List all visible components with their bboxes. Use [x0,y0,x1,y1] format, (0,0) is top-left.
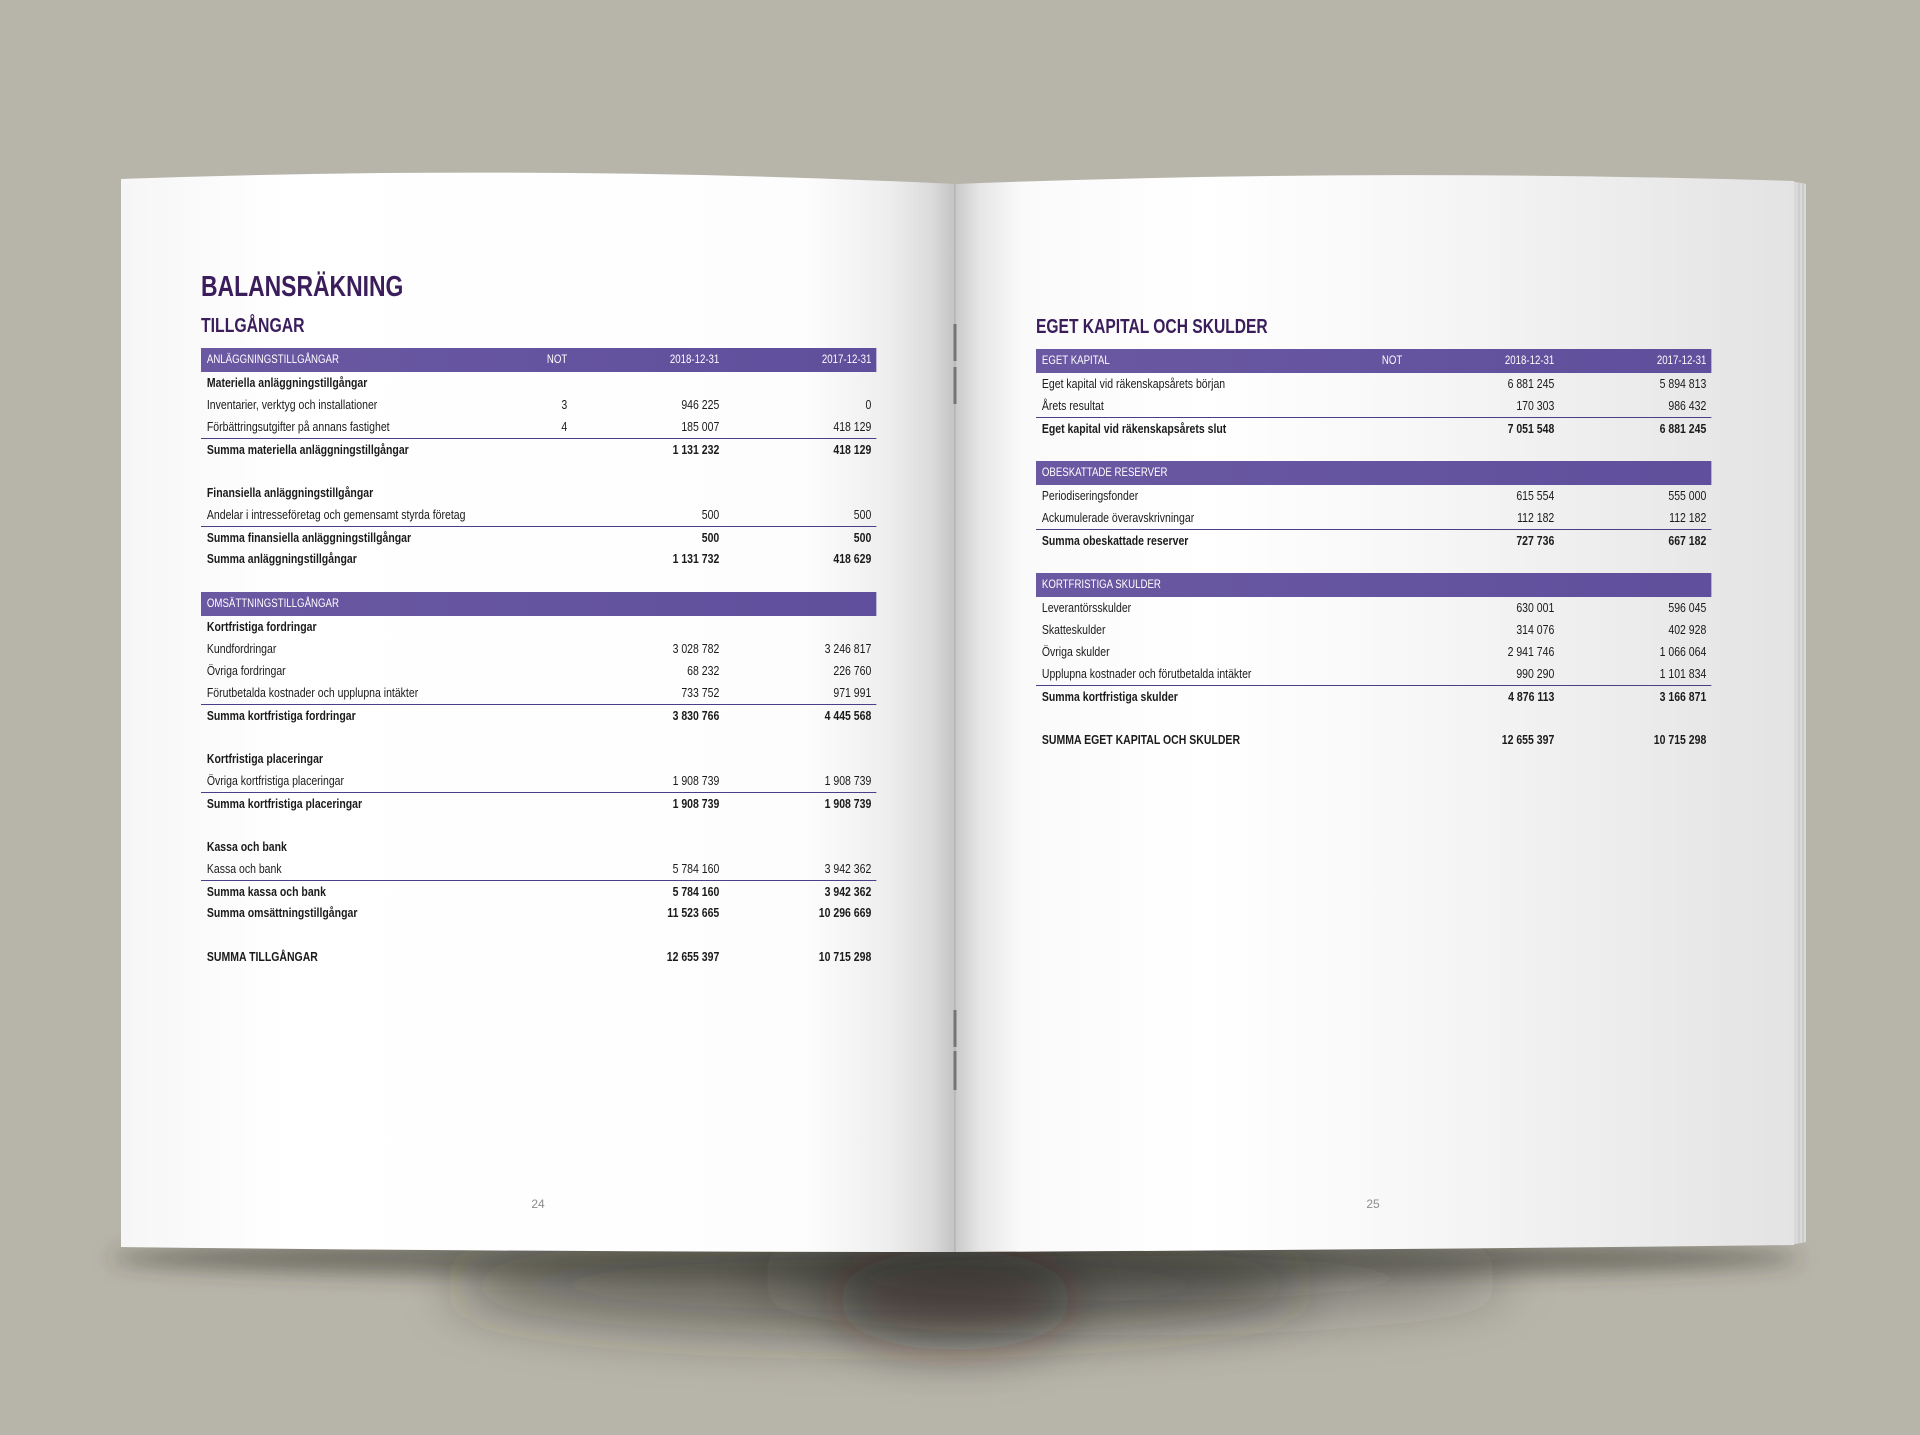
value-2018: 2 941 746 [1507,645,1555,659]
row-label: Övriga fordringar [206,664,286,678]
note-ref: 4 [561,420,568,434]
value-2017: 1 066 064 [1659,645,1707,659]
row-spacer [201,924,876,946]
value-2017: 3 942 362 [824,885,872,899]
value-2018: 170 303 [1516,399,1555,413]
row-label: SUMMA TILLGÅNGAR [206,950,318,964]
table-row [201,902,876,924]
value-2017: 418 629 [833,552,872,566]
row-label: Kassa och bank [206,862,282,876]
row-label: Summa kortfristiga skulder [1041,690,1178,704]
value-2017: 1 908 739 [824,774,872,788]
value-2018: 185 007 [681,420,720,434]
col-header-2017: 2017-12-31 [821,354,872,366]
section-header-bar [201,592,876,616]
row-label: Summa omsättningstillgångar [206,906,358,920]
value-2017: 555 000 [1668,489,1707,503]
value-2017: 667 182 [1668,534,1707,548]
value-2017: 402 928 [1668,623,1707,637]
section-title-assets: TILLGÅNGAR [201,315,305,337]
row-label: Kortfristiga placeringar [206,752,323,766]
table-row [1036,395,1711,417]
spine-shadow [835,1250,1075,1350]
table-row [1036,373,1711,395]
col-header-not: NOT [1381,355,1403,367]
section-title-equity-liabilities: EGET KAPITAL OCH SKULDER [1036,316,1268,338]
binding-staple [954,1051,957,1090]
value-2017: 1 101 834 [1659,667,1707,681]
table-row [1036,597,1711,619]
value-2017: 418 129 [833,420,872,434]
row-label: Summa finansiella anläggningstillgångar [206,531,412,545]
row-label: Kortfristiga fordringar [206,620,317,634]
row-label: Leverantörsskulder [1041,601,1132,615]
value-2018: 5 784 160 [672,862,720,876]
row-spacer [201,460,876,482]
section-header-bar [1036,573,1711,597]
row-label: Eget kapital vid räkenskapsårets slut [1041,422,1227,436]
table-row [201,704,876,726]
table-row [1036,507,1711,529]
value-2018: 1 131 732 [672,552,720,566]
section-header-label: EGET KAPITAL [1041,355,1110,367]
table-row [1036,619,1711,641]
value-2017: 986 432 [1668,399,1707,413]
row-spacer [201,726,876,748]
value-2018: 3 830 766 [672,709,720,723]
value-2017: 0 [865,398,872,412]
value-2018: 500 [701,508,720,522]
table-row [201,372,876,394]
table-row [1036,529,1711,551]
row-label: SUMMA EGET KAPITAL OCH SKULDER [1041,733,1241,747]
value-2018: 1 908 739 [672,774,720,788]
value-2018: 1 131 232 [672,443,720,457]
value-2017: 1 908 739 [824,797,872,811]
row-label: Kassa och bank [206,840,287,854]
section-header-label: OMSÄTTNINGSTILLGÅNGAR [206,598,339,610]
binding-staple [954,1010,957,1047]
value-2017: 3 246 817 [824,642,872,656]
row-label: Skatteskulder [1041,623,1106,637]
row-spacer [1036,551,1711,573]
value-2018: 68 232 [687,664,720,678]
col-header-2018: 2018-12-31 [1504,355,1555,367]
table-row [1036,485,1711,507]
table-row [201,548,876,570]
value-2018: 6 881 245 [1507,377,1555,391]
row-spacer [1036,707,1711,729]
value-2017: 6 881 245 [1659,422,1707,436]
value-2018: 990 290 [1516,667,1555,681]
value-2018: 946 225 [681,398,720,412]
value-2018: 112 182 [1517,511,1555,525]
value-2018: 11 523 665 [667,906,720,920]
col-header-not: NOT [546,354,568,366]
table-row [201,770,876,792]
value-2017: 971 991 [833,686,872,700]
value-2017: 226 760 [833,664,872,678]
row-label: Förbättringsutgifter på annans fastighet [206,420,390,434]
section-header-label: ANLÄGGNINGSTILLGÅNGAR [206,354,339,366]
row-spacer [1036,439,1711,461]
value-2017: 500 [853,508,872,522]
value-2017: 10 715 298 [1653,733,1707,747]
value-2017: 10 715 298 [818,950,872,964]
value-2018: 615 554 [1516,489,1555,503]
section-header-bar [201,348,876,372]
value-2018: 733 752 [681,686,720,700]
value-2018: 5 784 160 [672,885,720,899]
value-2018: 3 028 782 [672,642,720,656]
table-row [201,526,876,548]
value-2017: 418 129 [833,443,872,457]
value-2018: 727 736 [1516,534,1555,548]
note-ref: 3 [561,398,568,412]
row-label: Förutbetalda kostnader och upplupna intäkter [206,686,419,700]
value-2017: 500 [853,531,872,545]
row-spacer [201,570,876,592]
binding-staple [954,367,957,404]
row-label: Övriga kortfristiga placeringar [206,774,345,788]
row-label: Periodiseringsfonder [1041,489,1139,503]
table-row [201,682,876,704]
section-header-label: OBESKATTADE RESERVER [1041,467,1168,479]
value-2017: 596 045 [1668,601,1707,615]
value-2017: 3 166 871 [1659,690,1707,704]
row-spacer [201,814,876,836]
page-title: BALANSRÄKNING [201,271,404,303]
row-label: Finansiella anläggningstillgångar [206,486,374,500]
row-label: Summa anläggningstillgångar [206,552,357,566]
section-header-bar [1036,349,1711,373]
page-number: 24 [531,1197,545,1211]
col-header-2017: 2017-12-31 [1656,355,1707,367]
value-2017: 3 942 362 [824,862,872,876]
row-label: Summa kortfristiga placeringar [206,797,363,811]
table-row [1036,729,1711,751]
table-row [201,946,876,968]
row-label: Summa materiella anläggningstillgångar [206,443,409,457]
table-row [201,638,876,660]
value-2018: 314 076 [1516,623,1555,637]
row-label: Materiella anläggningstillgångar [206,376,368,390]
row-label: Årets resultat [1041,399,1104,413]
value-2017: 5 894 813 [1659,377,1707,391]
table-row [1036,685,1711,707]
value-2018: 7 051 548 [1507,422,1555,436]
row-label: Summa kassa och bank [206,885,326,899]
table-row [1036,417,1711,439]
row-label: Eget kapital vid räkenskapsårets början [1041,377,1226,391]
value-2017: 10 296 669 [818,906,872,920]
table-row [201,836,876,858]
table-row [1036,641,1711,663]
row-label: Summa obeskattade reserver [1041,534,1189,548]
row-label: Andelar i intresseföretag och gemensamt styrda företag [206,508,466,522]
row-label: Summa kortfristiga fordringar [206,709,356,723]
equity-liabilities-table [1036,349,1711,751]
row-label: Övriga skulder [1041,645,1110,659]
table-row [201,792,876,814]
assets-table [201,348,876,968]
value-2018: 500 [701,531,720,545]
table-row [201,748,876,770]
table-row [201,482,876,504]
table-row [201,880,876,902]
binding-staple [954,324,957,361]
value-2018: 12 655 397 [666,950,720,964]
table-row [201,504,876,526]
row-label: Upplupna kostnader och förutbetalda intäkter [1041,667,1252,681]
col-header-2018: 2018-12-31 [669,354,720,366]
table-row [201,438,876,460]
table-row [201,858,876,880]
value-2017: 112 182 [1669,511,1707,525]
row-label: Inventarier, verktyg och installationer [206,398,378,412]
page-number: 25 [1366,1197,1380,1211]
table-row [201,416,876,438]
value-2017: 4 445 568 [824,709,872,723]
table-row [201,394,876,416]
value-2018: 1 908 739 [672,797,720,811]
table-row [201,616,876,638]
section-header-label: KORTFRISTIGA SKULDER [1041,579,1161,591]
table-row [201,660,876,682]
row-label: Kundfordringar [206,642,277,656]
value-2018: 12 655 397 [1501,733,1555,747]
section-header-bar [1036,461,1711,485]
value-2018: 4 876 113 [1508,690,1555,704]
row-label: Ackumulerade överavskrivningar [1041,511,1195,525]
value-2018: 630 001 [1516,601,1555,615]
table-row [1036,663,1711,685]
